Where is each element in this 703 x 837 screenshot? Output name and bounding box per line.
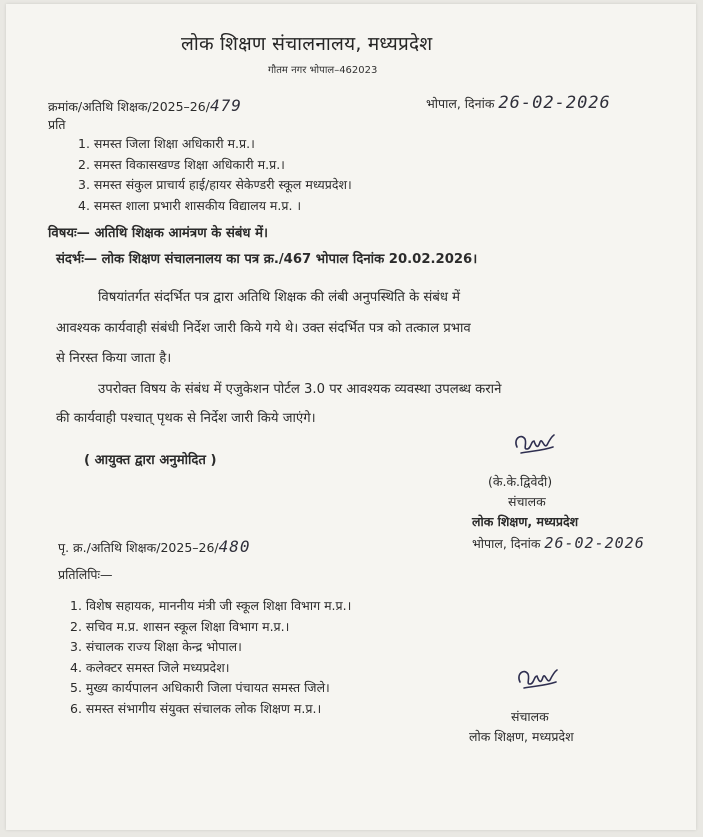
list-item: 1. समस्त जिला शिक्षा अधिकारी म.प्र.। (78, 136, 255, 151)
department-title: लोक शिक्षण संचालनालय, मध्यप्रदेश (181, 33, 433, 55)
subject-line: विषयः— अतिथि शिक्षक आमंत्रण के संबंध में। (48, 226, 268, 241)
signature-1 (511, 429, 559, 459)
paragraph2-line: उपरोक्त विषय के संबंध में एजुकेशन पोर्टल 3.0 पर आवश्यक व्यवस्था उपलब्ध कराने (98, 382, 502, 397)
order-date-handwritten: 26-02-2026 (498, 93, 611, 113)
prati-label: प्रति (48, 117, 66, 132)
signature-2 (514, 664, 562, 694)
list-item: 5. मुख्य कार्यपालन अधिकारी जिला पंचायत समस्त जिले। (70, 680, 330, 695)
recipient-list (78, 134, 352, 216)
signatory2-office: लोक शिक्षण, मध्यप्रदेश (469, 729, 574, 744)
paragraph1-line: से निरस्त किया जाता है। (56, 351, 172, 366)
list-item: 3. समस्त संकुल प्राचार्य हाई/हायर सेकेण्डरी स्कूल मध्यप्रदेश। (78, 177, 352, 192)
copy-list (70, 596, 351, 719)
paragraph1-line: विषयांतर्गत संदर्भित पत्र द्वारा अतिथि शिक्षक की लंबी अनुपस्थिति के संबंध में (98, 290, 461, 305)
copy-order-number-label: पृ. क्र./अतिथि शिक्षक/2025–26/ (58, 540, 219, 555)
list-item: 6. समस्त संभागीय संयुक्त संचालक लोक शिक्षण म.प्र.। (70, 700, 322, 716)
list-item: 2. समस्त विकासखण्ड शिक्षा अधिकारी म.प्र.। (78, 156, 285, 172)
paragraph1-line: आवश्यक कार्यवाही संबंधी निर्देश जारी किये गये थे। उक्त संदर्भित पत्र को तत्काल प्रभाव (56, 321, 471, 336)
order-date (426, 93, 611, 113)
paragraph2-line: की कार्यवाही पश्चात् पृथक से निर्देश जारी किये जाएंगे। (56, 411, 316, 426)
copy-order-number (58, 537, 251, 556)
reference-line: संदर्भः— लोक शिक्षण संचालनालय का पत्र क्र./467 भोपाल दिनांक 20.02.2026। (56, 252, 478, 267)
copy-order-number-handwritten: 480 (218, 537, 251, 556)
signatory1-designation: संचालक (508, 494, 546, 509)
list-item: 4. कलेक्टर समस्त जिले मध्यप्रदेश। (70, 659, 230, 675)
signatory1-name: (के.के.द्विवेदी) (488, 474, 553, 489)
copy-order-date (472, 534, 645, 552)
copy-order-date-label: भोपाल, दिनांक (472, 536, 541, 551)
list-item: 2. सचिव म.प्र. शासन स्कूल शिक्षा विभाग म.प्र.। (70, 618, 290, 634)
order-number-label: क्रमांक/अतिथि शिक्षक/2025–26/ (48, 99, 210, 114)
list-item: 1. विशेष सहायक, माननीय मंत्री जी स्कूल शिक्षा विभाग म.प्र.। (70, 598, 352, 613)
list-item: 4. समस्त शाला प्रभारी शासकीय विद्यालय म.प्र. । (78, 197, 302, 213)
signatory2-designation: संचालक (511, 709, 549, 724)
copy-order-date-handwritten: 26-02-2026 (544, 534, 645, 552)
approved-note: ( आयुक्त द्वारा अनुमोदित ) (84, 453, 217, 468)
order-number-handwritten: 479 (209, 96, 242, 115)
department-address: गौतम नगर भोपाल–462023 (268, 65, 378, 76)
order-number (48, 96, 242, 115)
signatory1-office: लोक शिक्षण, मध्यप्रदेश (472, 514, 579, 529)
pratilipi-label: प्रतिलिपिः— (58, 567, 113, 582)
order-date-label: भोपाल, दिनांक (426, 96, 495, 111)
list-item: 3. संचालक राज्य शिक्षा केन्द्र भोपाल। (70, 639, 242, 654)
letter-page (6, 4, 696, 830)
